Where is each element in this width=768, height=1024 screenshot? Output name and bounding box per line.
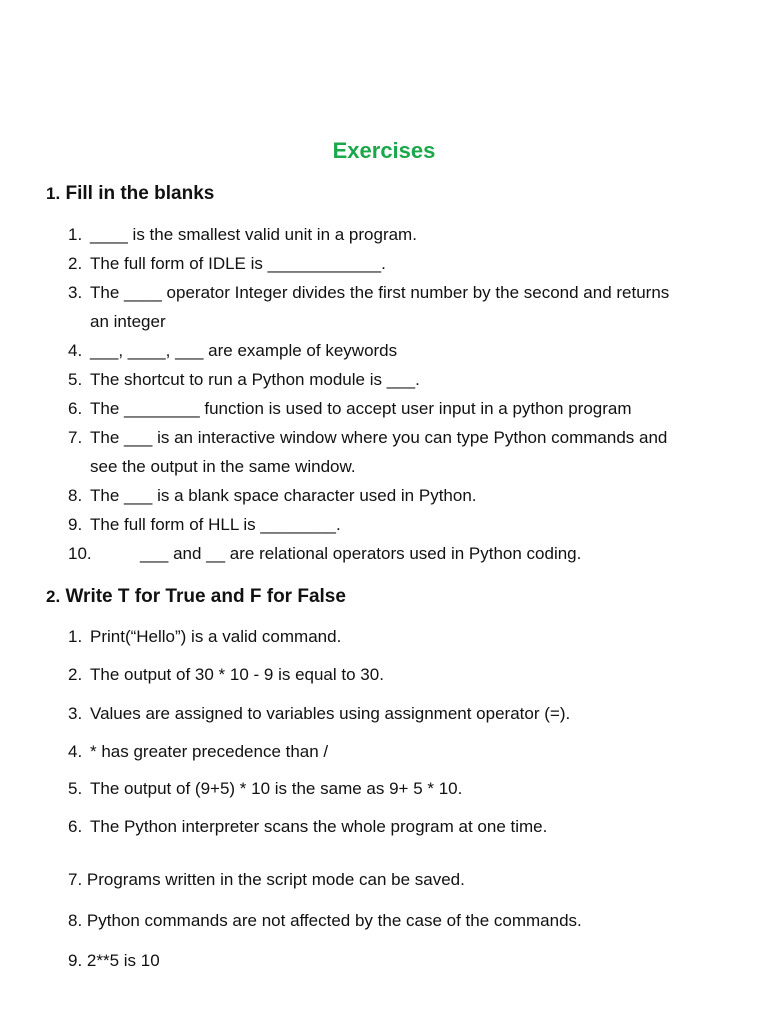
item-text: an integer bbox=[90, 312, 166, 331]
item-text: see the output in the same window. bbox=[90, 457, 356, 476]
item-number: 3. bbox=[68, 704, 83, 723]
item-text: The ____ operator Integer divides the first number by the second and returns bbox=[90, 283, 670, 302]
item-text: The ___ is a blank space character used in Python. bbox=[90, 486, 477, 505]
item-number: 5. bbox=[68, 370, 83, 389]
item-text: The ___ is an interactive window where you can type Python commands and bbox=[90, 428, 668, 447]
item-number: 2. bbox=[68, 665, 83, 684]
item-text: The full form of HLL is ________. bbox=[90, 515, 341, 534]
item-number: 4. bbox=[68, 742, 83, 761]
section-number: 2. bbox=[46, 587, 61, 606]
section-heading-fill-blanks bbox=[46, 183, 214, 205]
item-text: The Python interpreter scans the whole program at one time. bbox=[90, 817, 548, 836]
section-title: Write T for True and F for False bbox=[65, 586, 346, 607]
item-number: 1. bbox=[68, 225, 83, 244]
section-title: Fill in the blanks bbox=[65, 183, 215, 204]
item-number: 10. bbox=[68, 544, 92, 563]
item-text: ___, ____, ___ are example of keywords bbox=[90, 341, 398, 360]
section-heading-true-false bbox=[46, 586, 346, 608]
item-number: 6. bbox=[68, 399, 83, 418]
list-item-plain: 7. Programs written in the script mode can be saved. bbox=[68, 870, 465, 889]
item-number: 7. bbox=[68, 428, 83, 447]
section-number: 1. bbox=[46, 184, 61, 203]
item-number: 8. bbox=[68, 486, 83, 505]
item-text: The output of 30 * 10 - 9 is equal to 30. bbox=[90, 665, 384, 684]
item-number: 2. bbox=[68, 254, 83, 273]
item-text: The full form of IDLE is ____________. bbox=[90, 254, 386, 273]
item-number: 9. bbox=[68, 515, 83, 534]
item-text: ___ and __ are relational operators used in Python coding. bbox=[140, 544, 582, 563]
item-number: 3. bbox=[68, 283, 83, 302]
list-item-plain: 8. Python commands are not affected by the case of the commands. bbox=[68, 911, 582, 930]
item-text: * has greater precedence than / bbox=[90, 742, 329, 761]
item-text: Values are assigned to variables using assignment operator (=). bbox=[90, 704, 571, 723]
list-item-plain: 9. 2**5 is 10 bbox=[68, 951, 160, 970]
item-text: The ________ function is used to accept user input in a python program bbox=[90, 399, 632, 418]
item-text: The output of (9+5) * 10 is the same as 9+ 5 * 10. bbox=[90, 779, 463, 798]
item-number: 5. bbox=[68, 779, 83, 798]
item-text: Print(“Hello”) is a valid command. bbox=[90, 627, 342, 646]
item-number: 4. bbox=[68, 341, 83, 360]
item-number: 1. bbox=[68, 627, 83, 646]
page-title: Exercises bbox=[332, 138, 436, 163]
item-text: ____ is the smallest valid unit in a program. bbox=[90, 225, 417, 244]
item-text: The shortcut to run a Python module is ___. bbox=[90, 370, 420, 389]
item-number: 6. bbox=[68, 817, 83, 836]
